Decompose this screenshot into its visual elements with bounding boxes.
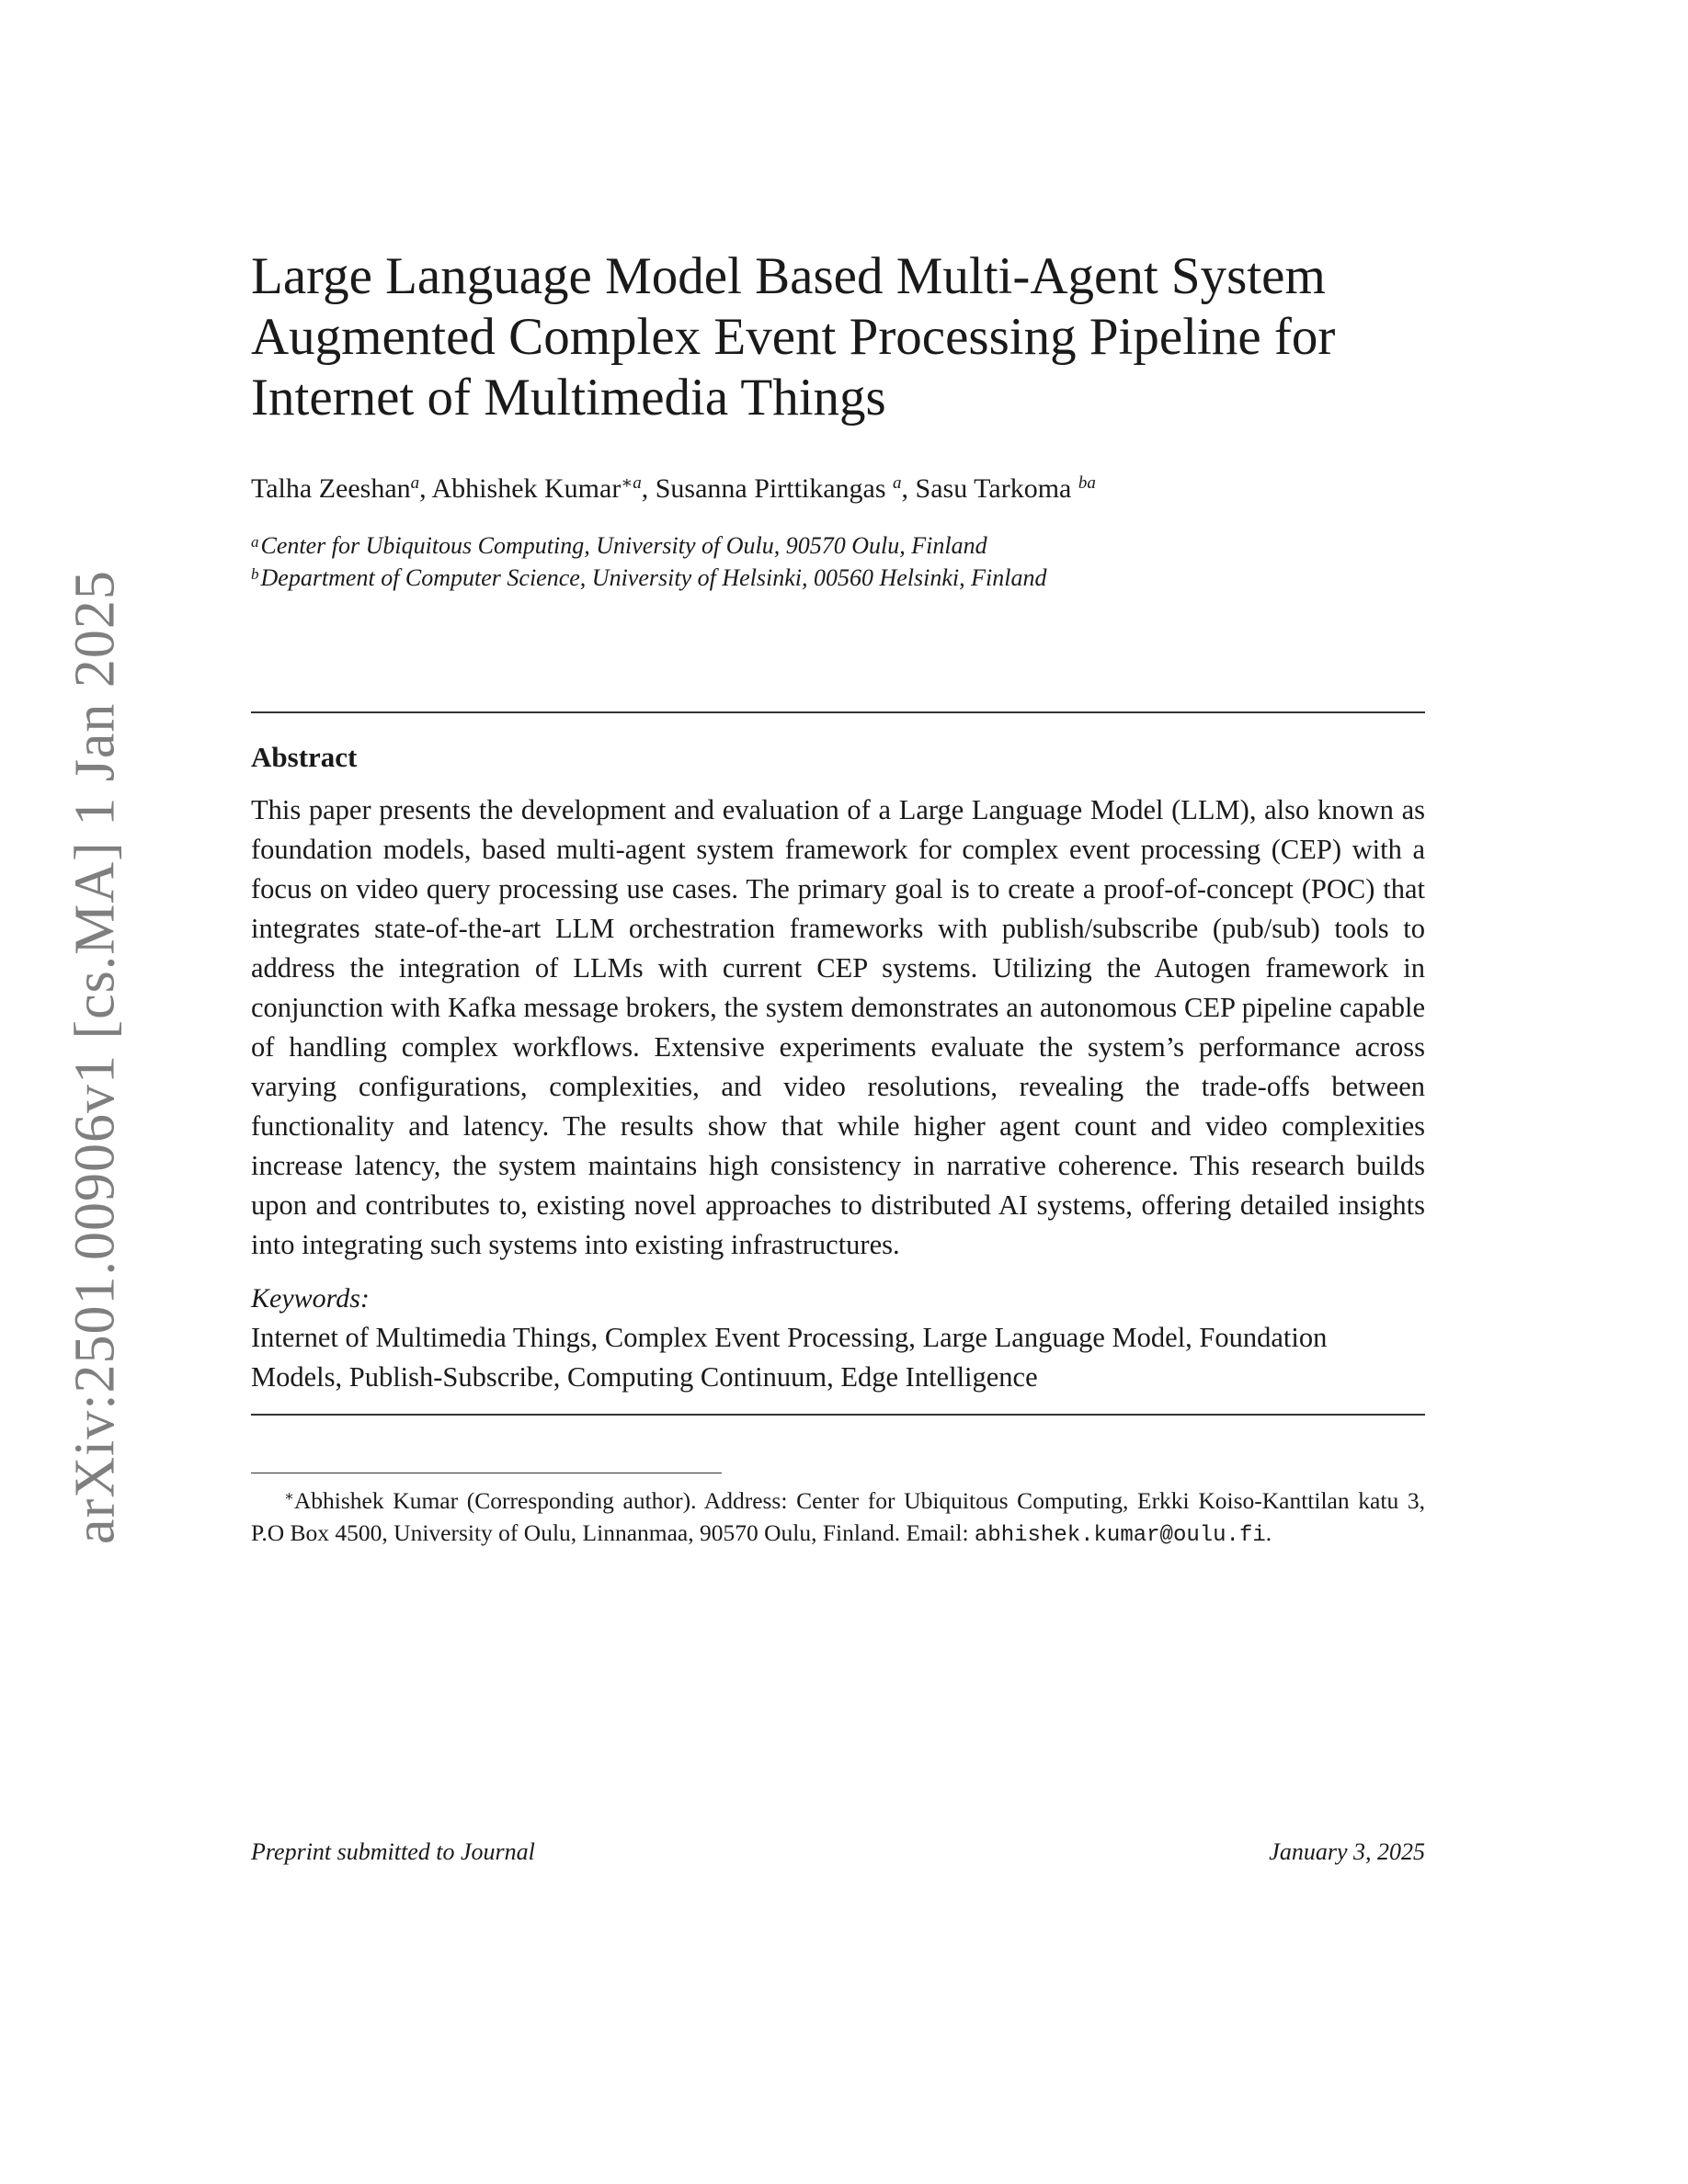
author-name: Talha Zeeshan: [251, 473, 411, 504]
title-line: Large Language Model Based Multi-Agent System: [251, 247, 1326, 305]
author-name: Susanna Pirttikangas: [655, 473, 894, 504]
footnote-text: Abhishek Kumar (Corresponding author). Address: Center for Ubiquitous Computing, Erkki Koiso-Kanttilan katu 3, P.O Box 4500, University of Oulu, Linnanmaa, 90570 Oulu, Finland. Email:: [251, 1487, 1425, 1546]
author-affiliation-mark: ba: [1078, 473, 1096, 493]
abstract-top-rule: [251, 711, 1425, 713]
footnote-email: abhishek.kumar@oulu.fi: [974, 1523, 1266, 1548]
affiliation-mark: a: [251, 533, 259, 551]
arxiv-identifier: arXiv:2501.00906v1 [cs.MA] 1 Jan 2025: [63, 570, 127, 1544]
affiliation-item: [251, 529, 1425, 562]
affiliation-item: [251, 562, 1425, 594]
author-name: Abhishek Kumar: [431, 473, 622, 504]
abstract-text: This paper presents the development and evaluation of a Large Language Model (LLM), also known as foundation models, based multi-agent system framework for complex event processing (CEP) with a focus on video query processing use cases. The primary goal is to create a proof-of-concept (POC) that integrates state-of-the-art LLM orchestration frameworks with publish/subscribe (pub/sub) tools to address the integration of LLMs with current CEP systems. Utilizing the Autogen framework in conjunction with Kafka message brokers, the system demonstrates an autonomous CEP pipeline capable of handling complex workflows. Extensive experiments evaluate the system’s performance across varying configurations, complexities, and video resolutions, revealing the trade-offs between functionality and latency. The results show that while higher agent count and video complexities increase latency, the system maintains high consistency in narrative coherence. This research builds upon and contributes to, existing novel approaches to distributed AI systems, offering detailed insights into integrating such systems into existing infrastructures.: [251, 794, 1425, 1260]
author-affiliation-mark: a: [893, 473, 902, 493]
paper-title: [251, 246, 1425, 428]
abstract-bottom-rule: [251, 1414, 1425, 1416]
author-name: Sasu Tarkoma: [915, 473, 1078, 504]
author-list: Talha Zeeshan$^a$, Abhishek Kumar$^{∗a}$, Susanna Pirttikangas $^a$, Sasu Tarkoma $^{ba}$: [251, 473, 1096, 504]
affiliation-mark: b: [251, 565, 259, 583]
footer-journal-note: Preprint submitted to Journal: [251, 1838, 535, 1865]
keywords-text: Internet of Multimedia Things, Complex Event Processing, Large Language Model, Foundation Models, Publish-Subscribe, Computing Continuum, Edge Intelligence: [251, 1322, 1328, 1393]
author-affiliation-mark: a: [410, 473, 420, 493]
affiliation-list: [251, 529, 1425, 594]
front-matter: [251, 246, 1425, 1552]
affiliation-text: Department of Computer Science, University of Helsinki, 00560 Helsinki, Finland: [260, 564, 1047, 591]
author-affiliation-mark: ∗a: [621, 473, 642, 493]
footnote-end: .: [1265, 1519, 1272, 1546]
footnote-mark: ∗: [284, 1489, 294, 1505]
abstract-heading: Abstract: [251, 741, 358, 773]
affiliation-text: Center for Ubiquitous Computing, University of Oulu, 90570 Oulu, Finland: [260, 532, 987, 559]
corresponding-author-footnote: [251, 1484, 1425, 1552]
title-line: Augmented Complex Event Processing Pipeline for: [251, 308, 1336, 366]
footer-date: January 3, 2025: [1269, 1838, 1425, 1865]
title-line: Internet of Multimedia Things: [251, 369, 886, 427]
keywords-label: Keywords:: [251, 1283, 370, 1314]
